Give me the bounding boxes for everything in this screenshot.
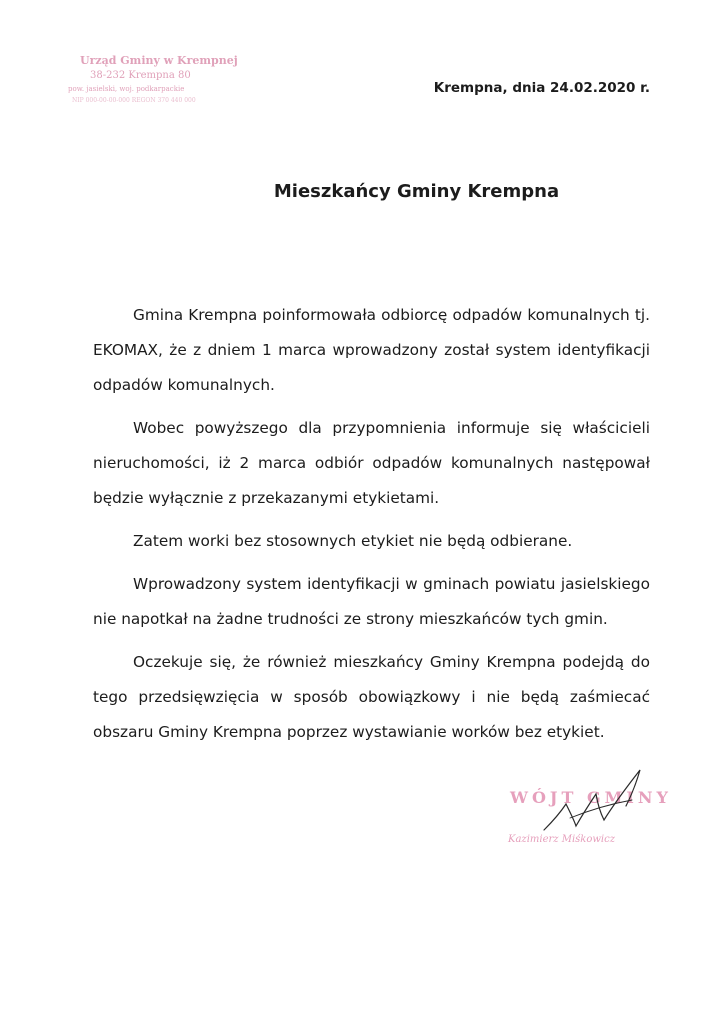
stamp-line-4: NIP 000-00-00-000 REGON 370 440 000	[72, 97, 196, 104]
signature-stamp-title: WÓJT GMINY	[510, 788, 672, 807]
stamp-line-3: pow. jasielski, woj. podkarpackie	[68, 85, 185, 93]
office-stamp	[62, 54, 238, 116]
paragraph-2: Wobec powyższego dla przypomnienia informuje się właścicieli nieruchomości, iż 2 marca odbiór odpadów komunalnych następował będzie wyłącznie z przekazanymi etykietami.	[93, 419, 650, 507]
signature-block	[500, 760, 680, 860]
paragraph-5: Oczekuje się, że również mieszkańcy Gminy Krempna podejdą do tego przedsięwzięcia w sposób obowiązkowy i nie będą zaśmiecać obszaru Gminy Krempna poprzez wystawianie worków bez etykiet.	[93, 653, 650, 741]
handwritten-signature	[540, 760, 670, 850]
paragraph-3: Zatem worki bez stosownych etykiet nie będą odbierane.	[133, 532, 573, 550]
letter-date: Krempna, dnia 24.02.2020 r.	[433, 80, 650, 96]
letter-body	[93, 298, 650, 758]
stamp-line-2: 38-232 Krempna 80	[90, 70, 191, 81]
paragraph-4: Wprowadzony system identyfikacji w gminach powiatu jasielskiego nie napotkał na żadne trudności ze strony mieszkańców tych gmin.	[93, 575, 650, 628]
letter-title: Mieszkańcy Gminy Krempna	[273, 181, 560, 202]
paragraph-1: Gmina Krempna poinformowała odbiorcę odpadów komunalnych tj. EKOMAX, że z dniem 1 marca wprowadzony został system identyfikacji odpadów komunalnych.	[93, 306, 650, 394]
stamp-line-1: Urząd Gminy w Krempnej	[80, 54, 238, 67]
signature-stamp-name: Kazimierz Miśkowicz	[508, 834, 616, 845]
